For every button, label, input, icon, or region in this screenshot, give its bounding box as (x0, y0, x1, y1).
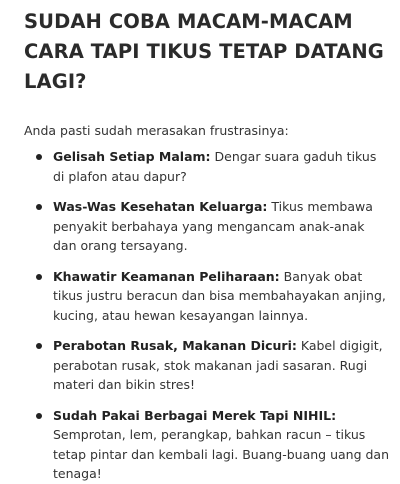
bullet-icon (36, 343, 42, 349)
item-term: Gelisah Setiap Malam: (53, 149, 211, 164)
item-term: Perabotan Rusak, Makanan Dicuri: (53, 338, 297, 353)
item-text: Semprotan, lem, perangkap, bahkan racun – tikus tetap pintar dan kembali lagi. Buang-buang uang dan tenaga! (53, 427, 390, 481)
list-item (24, 406, 390, 484)
item-term: Khawatir Keamanan Peliharaan: (53, 268, 280, 284)
item-text: Kabel digigit, perabotan rusak, stok makanan jadi sasaran. Rugi materi dan bikin stres! (53, 338, 383, 392)
item-text: Dengar suara gaduh tikus di plafon atau dapur? (53, 149, 377, 184)
bullet-icon (36, 274, 42, 280)
list-item (24, 267, 390, 326)
item-text: Banyak obat tikus justru beracun dan bisa membahayakan anjing, kucing, atau hewan kesayangan lainnya. (53, 268, 386, 323)
item-term: Was-Was Kesehatan Keluarga: (53, 199, 268, 214)
item-text: Tikus membawa penyakit berbahaya yang mengancam anak-anak dan orang tersayang. (53, 199, 373, 253)
list-item (24, 197, 390, 256)
bullet-icon (36, 154, 42, 160)
headline: SUDAH COBA MACAM-MACAM CARA TAPI TIKUS TETAP DATANG LAGI? (24, 10, 384, 93)
list-item (24, 336, 390, 395)
list-item (24, 147, 390, 186)
intro-text: Anda pasti sudah merasakan frustrasinya: (24, 123, 289, 138)
bullet-icon (36, 204, 42, 210)
item-term: Sudah Pakai Berbagai Merek Tapi NIHIL: (53, 407, 337, 423)
pain-point-list (24, 147, 390, 484)
article-section (0, 7, 400, 484)
bullet-icon (36, 413, 42, 419)
